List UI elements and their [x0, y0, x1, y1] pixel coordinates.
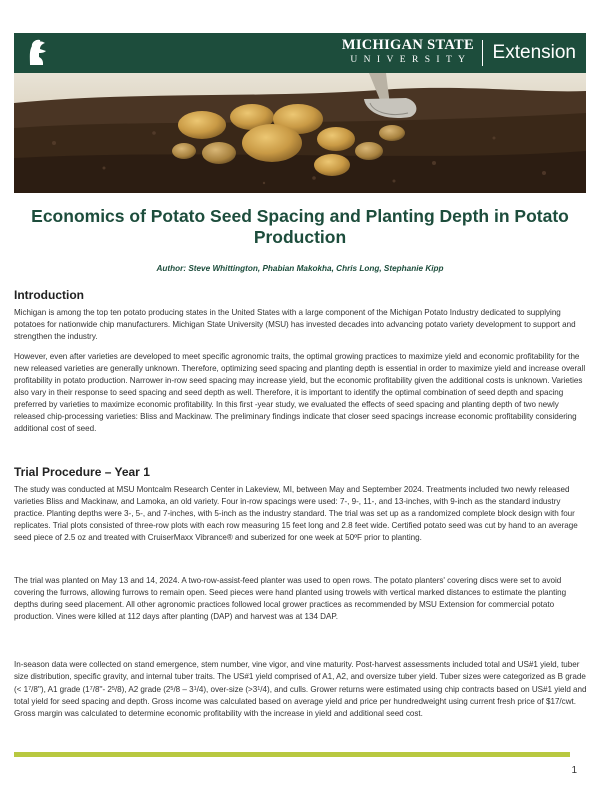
page-number: 1 — [571, 765, 577, 776]
potatoes-in-soil-photo — [14, 73, 586, 193]
trial-paragraph-1: The study was conducted at MSU Montcalm Research Center in Lakeview, MI, between May and September 2024. Treatments included two newly released varieties Bliss and Mackinaw, and Lamoka, an old variety. Four in-row spacings were used: 7-, 9-, 11-, and 13-inches, with 9-inch as the standard industry practice. Planting depths were 3-, 5-, and 7-inches, with 5-inch as the industry standard. The trial was set up as a randomized complete block design with four replicates. Trial plots consisted of three-row plots with each row measuring 15 feet long and 2.8 feet wide. Certified potato seed was cut by hand to an average seed piece of 2.5 oz and treated with CruiserMaxx Vibrance® and suberized for one week at 50ºF prior to planting. — [14, 485, 578, 542]
university-name: MICHIGAN STATE — [341, 37, 474, 53]
banner-divider — [482, 40, 483, 66]
university-wordmark[interactable] — [342, 37, 474, 67]
footer-rule — [14, 752, 570, 757]
university-sub: UNIVERSITY — [350, 55, 472, 65]
section-heading-trial-procedure: Trial Procedure – Year 1 — [14, 465, 150, 479]
author-line: Author: Steve Whittington, Phabian Makokha, Chris Long, Stephanie Kipp — [156, 264, 444, 273]
intro-paragraph-2: However, even after varieties are developed to meet specific agronomic traits, the optimal growing practices to maximize yield and economic profitability for the new released varieties are generally unknown. Therefore, optimizing seed spacing and planting depth is essential in order to maximize yield and increase overall profitability in potato production. Narrower in-row seed spacing may increase yield, but the economic profitability given the additional costs is unknown. Varieties also vary in their response to seed spacing and seed depth as well. Therefore, it is important to identify the optimal combination of seed depth and spacing preferred by varieties to maximize economic profitability. In this first -year study, we evaluated the effects of seed spacing and planting depth of two newly released chip-processing varieties: Bliss and Mackinaw. The preliminary findings indicate that closer seed spacings increase economic profitability considering additional cost of seed. — [14, 352, 586, 433]
trial-paragraph-3: In-season data were collected on stand emergence, stem number, vine vigor, and vine maturity. Post-harvest assessments included total and US#1 yield, tuber size distribution, specific gravity, and internal tuber traits. The US#1 yield comprised of A1, A2, and oversize tuber yield. Tuber sizes were categorized as B grade (< $1^7/8''$), A1 grade ($1^7/8''-$ $2^5/8$), A2 grade $(2^5/8 - 3^1/4)$, over-size $(>3^1/4)$, and culls. Grower returns were estimated using chip contracts based on US#1 yield and total yield for seed spacing and depth. Gross income was calculated based on average yield and price per hundredweight using current fresh price of $17/cwt. Gross margin was calculated to determine economic profitability with the increase in yield and additional seed cost. — [14, 660, 587, 718]
extension-label[interactable]: Extension — [492, 42, 576, 63]
spartan-helmet-icon — [26, 39, 48, 67]
intro-paragraph-1: Michigan is among the top ten potato producing states in the United States with a large component of the Michigan Potato Industry dedicated to supplying potatoes for nationwide chip manufacturers. Michigan State University (MSU) has invested decades into advancing potato variety development to support and strengthen the industry. — [14, 308, 576, 341]
section-heading-introduction: Introduction — [14, 288, 84, 302]
header-banner — [14, 33, 586, 73]
page-title: Economics of Potato Seed Spacing and Planting Depth in Potato Production — [31, 206, 569, 247]
trial-paragraph-2: The trial was planted on May 13 and 14, 2024. A two-row-assist-feed planter was used to open rows. The potato planters' covering discs were set to avoid covering the furrows, allowing furrows to remain open. Seed pieces were hand planted using trowels with vertical marked distances to estimate the planting depths during seed placement. All other agronomic practices followed local grower practices as recommended by MSU Extension for commercial potato production. Vines were killed at 112 days after planting (DAP) and harvest was at 134 DAP. — [14, 576, 567, 621]
